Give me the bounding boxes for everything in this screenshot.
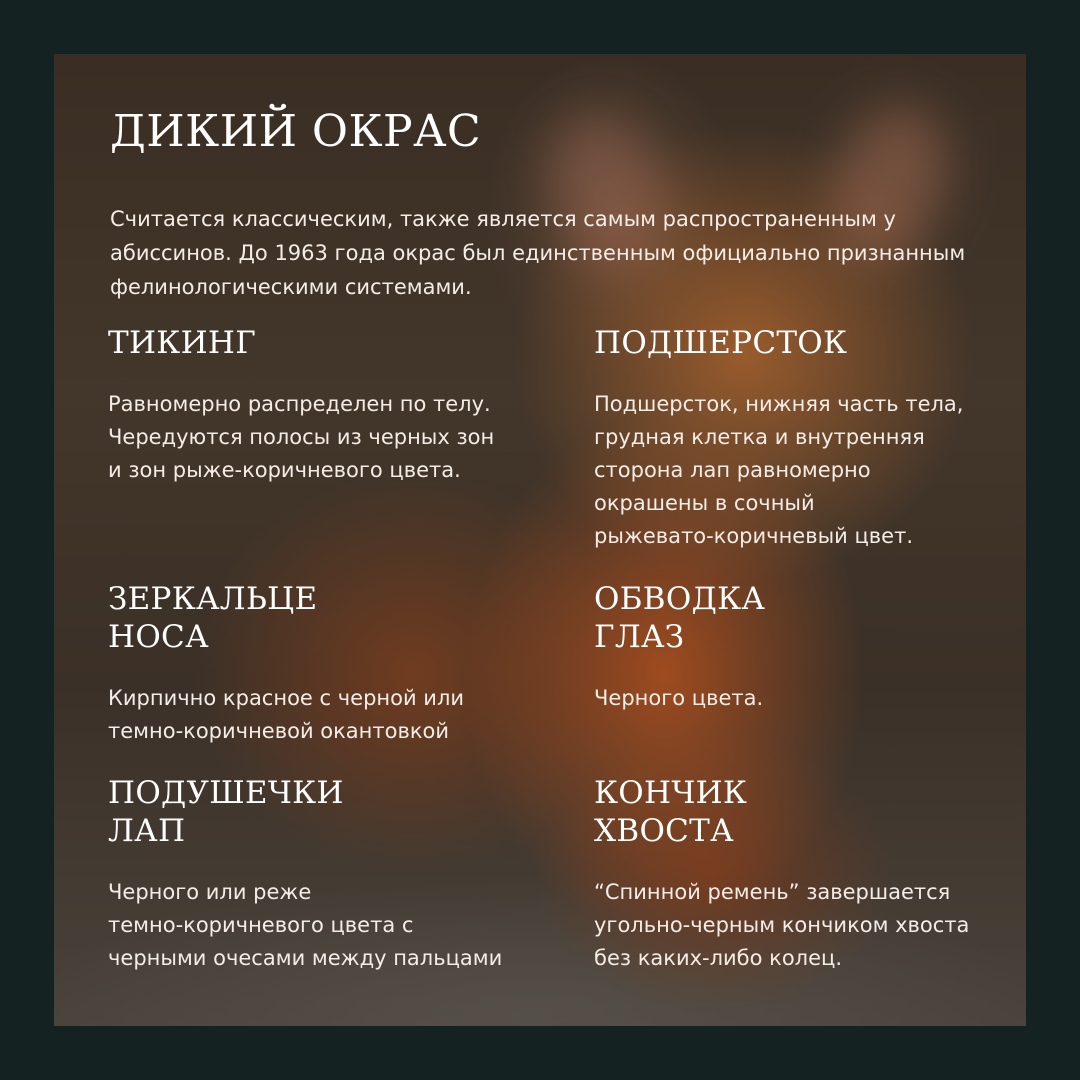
intro-text: Считается классическим, также является самым распространенным у абиссинов. До 1963 года окрас был единственным официально признанным фелинологическими системами.	[110, 207, 966, 299]
text-tail-tip: “Спинной ремень” завершается угольно-черным кончиком хвоста без каких-либо колец.	[594, 880, 970, 970]
heading-tail-tip: КОНЧИК ХВОСТА	[594, 775, 748, 849]
heading-eye-rims: ОБВОДКА ГЛАЗ	[594, 581, 766, 655]
page-title: ДИКИЙ ОКРАС	[110, 106, 482, 157]
text-undercoat: Подшерсток, нижняя часть тела, грудная клетка и внутренняя сторона лап равномерно окрашены в сочный рыжевато-коричневый цвет.	[594, 392, 964, 548]
text-nose-leather: Кирпично красное с черной или темно-коричневой окантовкой	[108, 686, 465, 743]
text-paw-pads: Черного или реже темно-коричневого цвета с черными очесами между пальцами	[108, 880, 503, 970]
heading-ticking: ТИКИНГ	[108, 325, 257, 361]
heading-nose-leather: ЗЕРКАЛЬЦЕ НОСА	[108, 581, 318, 655]
info-card	[54, 54, 1026, 1026]
text-eye-rims: Черного цвета.	[594, 686, 764, 710]
text-ticking: Равномерно распределен по телу. Чередуются полосы из черных зон и зон рыже-коричневого цвета.	[108, 392, 495, 482]
heading-undercoat: ПОДШЕРСТОК	[594, 325, 848, 361]
heading-paw-pads: ПОДУШЕЧКИ ЛАП	[108, 775, 344, 849]
